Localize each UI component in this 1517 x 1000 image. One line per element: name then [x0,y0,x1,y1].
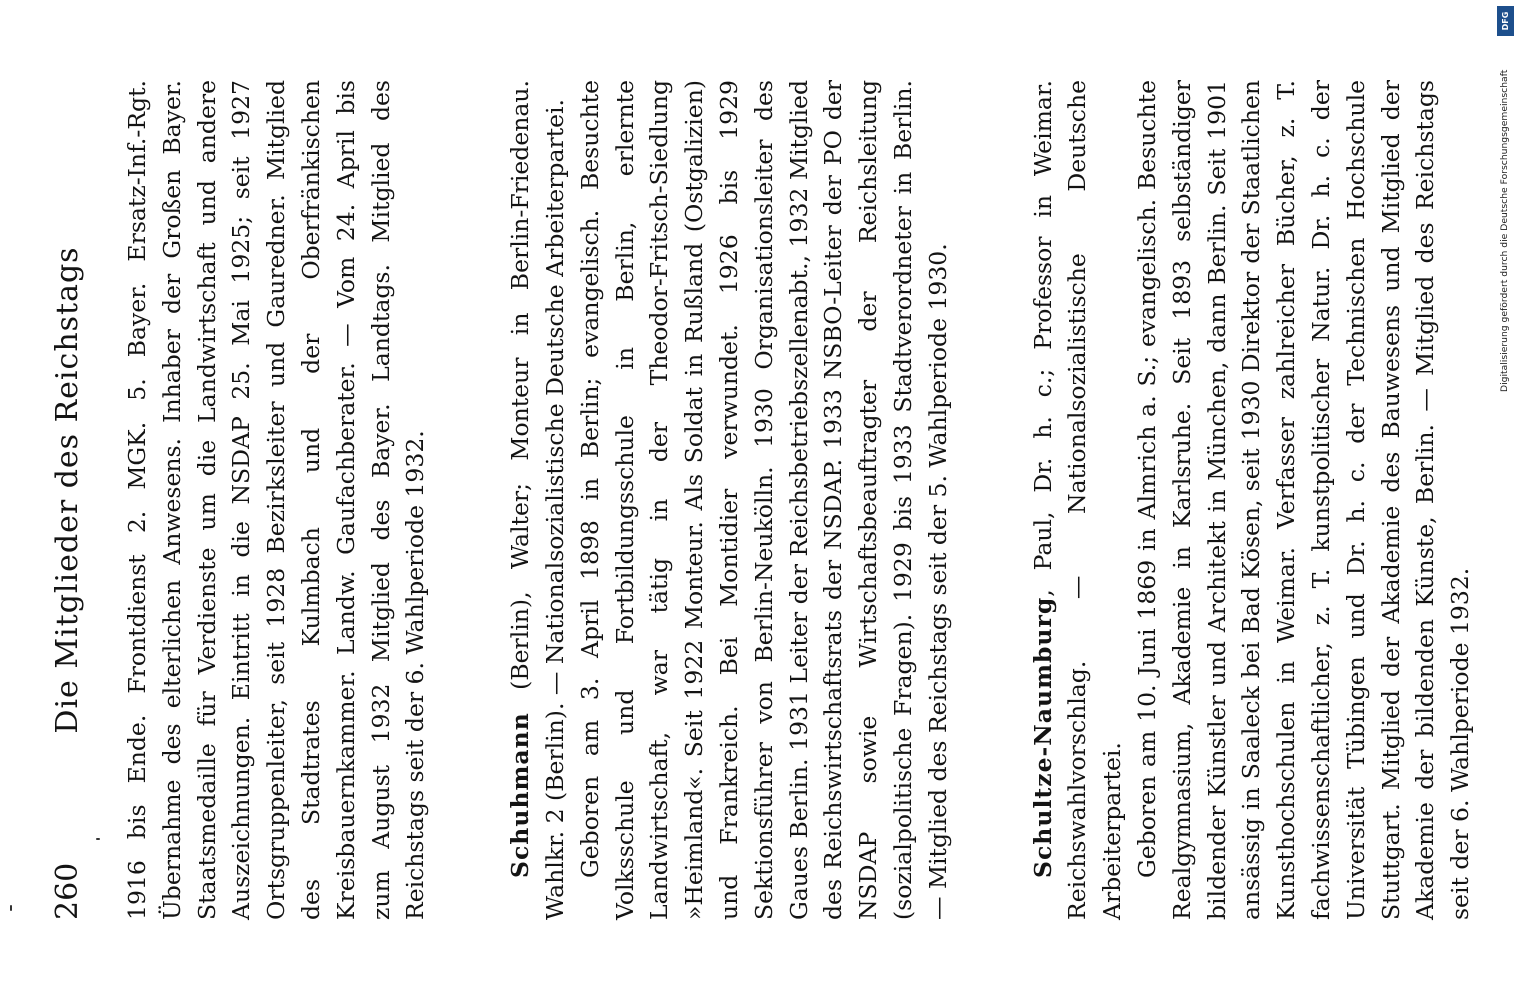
rotated-book-page [20,20,1475,980]
page-number: 260 [50,862,85,920]
digitization-credit-strip [1494,0,1517,1000]
person-name: Schultze-Naumburg [1028,596,1057,878]
dfg-logo: DFG [1497,6,1514,36]
entry-schuhmann [503,80,955,920]
entry-schultze-naumburg [1026,80,1478,920]
entry-header [503,80,573,920]
entry-biography: Geboren am 3. April 1898 in Berlin; evangelisch. Besuchte Volksschule und Fortbildungsschule in Berlin, erlernte Landwirtschaft, war tätig in der Theodor-Fritsch-Siedlung »Heimland«. Seit 1922 Monteur. Als Soldat in Rußland (Ostgalizien) und Frankreich. Bei Montidier verwundet. 1926 bis 1929 Sektionsführer von Berlin-Neukölln. 1930 Organisationsleiter des Gaues Berlin. 1931 Leiter der Reichsbetriebszellenabt., 1932 Mitglied des Reichswirtschaftsrats der NSDAP. 1933 NSBO-Leiter der PO der NSDAP sowie Wirtschaftsbeauftragter der Reichsleitung (sozialpolitische Fragen). 1929 bis 1933 Stadtverordneter in Berlin. — Mitglied des Reichstags seit der 5. Wahlperiode 1930. [575,80,952,920]
entry-intro: , Paul, Dr. h. c.; Professor in Weimar. Reichswahlvorschlag. — Nationalsozialistische Deutsche Arbeiterpartei. [1028,80,1127,920]
running-head [38,60,98,920]
person-name: Schuhmann [506,712,535,878]
page-body [120,80,1478,920]
entry-biography: Geboren am 10. Juni 1869 in Almrich a. S.; evangelisch. Besuchte Realgymnasium, Akademie in Karlsruhe. Seit 1893 selbständiger bildender Künstler und Architekt in München, dann Berlin. Seit 1901 ansässig in Saaleck bei Bad Kösen, seit 1930 Direktor der Staatlichen Kunsthochschulen in Weimar. Verfasser zahlreicher Bücher, z. T. fachwissenschaftlicher, z. T. kunstpolitischer Natur. Dr. h. c. der Universität Tübingen und Dr. h. c. der Technischen Hochschule Stuttgart. Mitglied der Akademie des Bauwesens und Mitglied der Akademie der bildenden Künste, Berlin. — Mitglied des Reichstags seit der 6. Wahlperiode 1932. [1132,80,1475,920]
entry-intro: (Berlin), Walter; Monteur in Berlin-Friedenau. Wahlkr. 2 (Berlin). — Nationalsozialistische Deutsche Arbeiterpartei. [506,80,569,920]
scan-speck [10,905,12,911]
scan-speck [96,838,100,840]
page-title: Die Mitglieder des Reichstags [50,246,85,734]
continuation-paragraph: 1916 bis Ende. Frontdienst 2. MGK. 5. Bayer. Ersatz-Inf.-Rgt. Übernahme des elterlichen Anwesens. Inhaber der Großen Bayer. Staatsmedaille für Verdienste um die Landwirtschaft und andere Auszeichnungen. Eintritt in die NSDAP 25. Mai 1925; seit 1927 Ortsgruppenleiter, seit 1928 Bezirksleiter und Gauredner. Mitglied des Stadtrates Kulmbach und der Oberfränkischen Kreisbauernkammer. Landw. Gaufachberater. — Vom 24. April bis zum August 1932 Mitglied des Bayer. Landtags. Mitglied des Reichstags seit der 6. Wahlperiode 1932. [123,80,430,920]
entry-header [1026,80,1130,920]
digitization-credit-text: Digitalisierung gefördert durch die Deutsche Forschungsgemeinschaft [1499,69,1510,392]
